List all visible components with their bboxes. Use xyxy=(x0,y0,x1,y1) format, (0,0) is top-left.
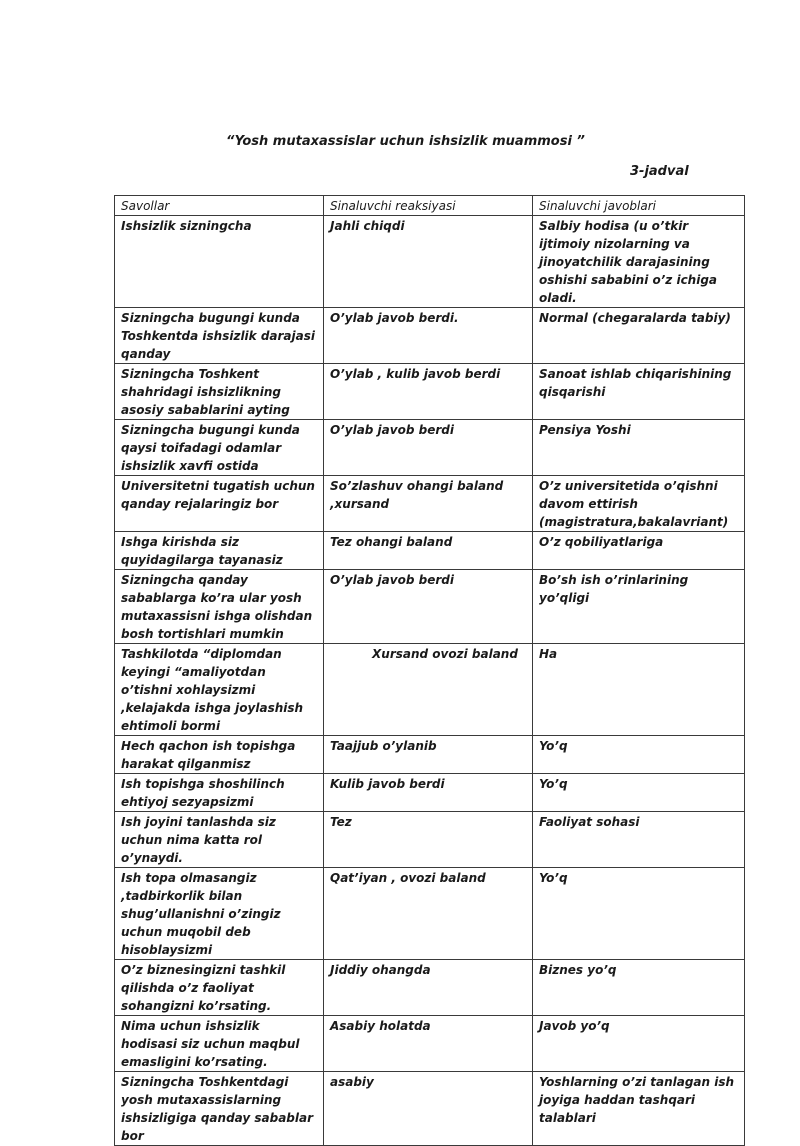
table-row xyxy=(115,570,745,644)
reaction-cell: Qat’iyan , ovozi baland xyxy=(324,868,533,960)
header-questions: Savollar xyxy=(115,196,324,216)
answer-cell: Ha xyxy=(533,644,745,736)
table-row xyxy=(115,812,745,868)
question-cell: Sizningcha Toshkentdagi yosh mutaxassislarning ishsizligiga qanday sabablar bor xyxy=(115,1072,324,1146)
reaction-cell: O’ylab javob berdi. xyxy=(324,308,533,364)
question-cell: Sizningcha bugungi kunda qaysi toifadagi odamlar ishsizlik xavfi ostida xyxy=(115,420,324,476)
header-reaction: Sinaluvchi reaksiyasi xyxy=(324,196,533,216)
survey-table xyxy=(114,195,745,1146)
reaction-cell: Taajjub o’ylanib xyxy=(324,736,533,774)
answer-cell: Yo’q xyxy=(533,774,745,812)
table-row xyxy=(115,644,745,736)
table-row xyxy=(115,420,745,476)
answer-cell: O’z qobiliyatlariga xyxy=(533,532,745,570)
question-cell: O’z biznesingizni tashkil qilishda o’z faoliyat sohangizni ko’rsating. xyxy=(115,960,324,1016)
table-row xyxy=(115,774,745,812)
table-row xyxy=(115,532,745,570)
reaction-cell: asabiy xyxy=(324,1072,533,1146)
question-cell: Ish joyini tanlashda siz uchun nima katta rol o’ynaydi. xyxy=(115,812,324,868)
table-row xyxy=(115,1016,745,1072)
answer-cell: Yo’q xyxy=(533,736,745,774)
reaction-cell: So’zlashuv ohangi baland ,xursand xyxy=(324,476,533,532)
reaction-cell: Xursand ovozi baland xyxy=(324,644,533,736)
answer-cell: Normal (chegaralarda tabiy) xyxy=(533,308,745,364)
table-row xyxy=(115,1072,745,1146)
answer-cell: Salbiy hodisa (u o’tkir ijtimoiy nizolarning va jinoyatchilik darajasining oshishi sababini o’z ichiga oladi. xyxy=(533,216,745,308)
question-cell: Universitetni tugatish uchun qanday rejalaringiz bor xyxy=(115,476,324,532)
answer-cell: Yoshlarning o’zi tanlagan ish joyiga haddan tashqari talablari xyxy=(533,1072,745,1146)
table-row xyxy=(115,216,745,308)
answer-cell: Biznes yo’q xyxy=(533,960,745,1016)
question-cell: Ish topishga shoshilinch ehtiyoj sezyapsizmi xyxy=(115,774,324,812)
answer-cell: Bo’sh ish o’rinlarining yo’qligi xyxy=(533,570,745,644)
question-cell: Ishga kirishda siz quyidagilarga tayanasiz xyxy=(115,532,324,570)
table-row xyxy=(115,736,745,774)
reaction-cell: O’ylab javob berdi xyxy=(324,570,533,644)
reaction-cell: O’ylab javob berdi xyxy=(324,420,533,476)
question-cell: Sizningcha bugungi kunda Toshkentda ishsizlik darajasi qanday xyxy=(115,308,324,364)
reaction-cell: Tez xyxy=(324,812,533,868)
question-cell: Ish topa olmasangiz ,tadbirkorlik bilan shug’ullanishni o’zingiz uchun muqobil deb hisoblaysizmi xyxy=(115,868,324,960)
table-header-row xyxy=(115,196,745,216)
question-cell: Hech qachon ish topishga harakat qilganmisz xyxy=(115,736,324,774)
table-row xyxy=(115,476,745,532)
table-row xyxy=(115,364,745,420)
question-cell: Ishsizlik sizningcha xyxy=(115,216,324,308)
reaction-cell: Tez ohangi baland xyxy=(324,532,533,570)
table-row xyxy=(115,308,745,364)
reaction-cell: Kulib javob berdi xyxy=(324,774,533,812)
table-number-label: 3-jadval xyxy=(630,164,689,179)
table-row xyxy=(115,960,745,1016)
reaction-cell: Jahli chiqdi xyxy=(324,216,533,308)
header-answers: Sinaluvchi javoblari xyxy=(533,196,745,216)
question-cell: Nima uchun ishsizlik hodisasi siz uchun maqbul emasligini ko’rsating. xyxy=(115,1016,324,1072)
question-cell: Sizningcha qanday sabablarga ko’ra ular yosh mutaxassisni ishga olishdan bosh tortishlari mumkin xyxy=(115,570,324,644)
document-title: “Yosh mutaxassislar uchun ishsizlik muammosi ” xyxy=(226,134,585,149)
answer-cell: Faoliyat sohasi xyxy=(533,812,745,868)
question-cell: Tashkilotda “diplomdan keyingi “amaliyotdan o’tishni xohlaysizmi ,kelajakda ishga joylashish ehtimoli bormi xyxy=(115,644,324,736)
reaction-cell: O’ylab , kulib javob berdi xyxy=(324,364,533,420)
answer-cell: Sanoat ishlab chiqarishining qisqarishi xyxy=(533,364,745,420)
reaction-cell: Jiddiy ohangda xyxy=(324,960,533,1016)
table-body xyxy=(115,216,745,1146)
answer-cell: Yo’q xyxy=(533,868,745,960)
answer-cell: O’z universitetida o’qishni davom ettirish (magistratura,bakalavriant) xyxy=(533,476,745,532)
answer-cell: Javob yo’q xyxy=(533,1016,745,1072)
answer-cell: Pensiya Yoshi xyxy=(533,420,745,476)
reaction-cell: Asabiy holatda xyxy=(324,1016,533,1072)
question-cell: Sizningcha Toshkent shahridagi ishsizlikning asosiy sabablarini ayting xyxy=(115,364,324,420)
table-row xyxy=(115,868,745,960)
